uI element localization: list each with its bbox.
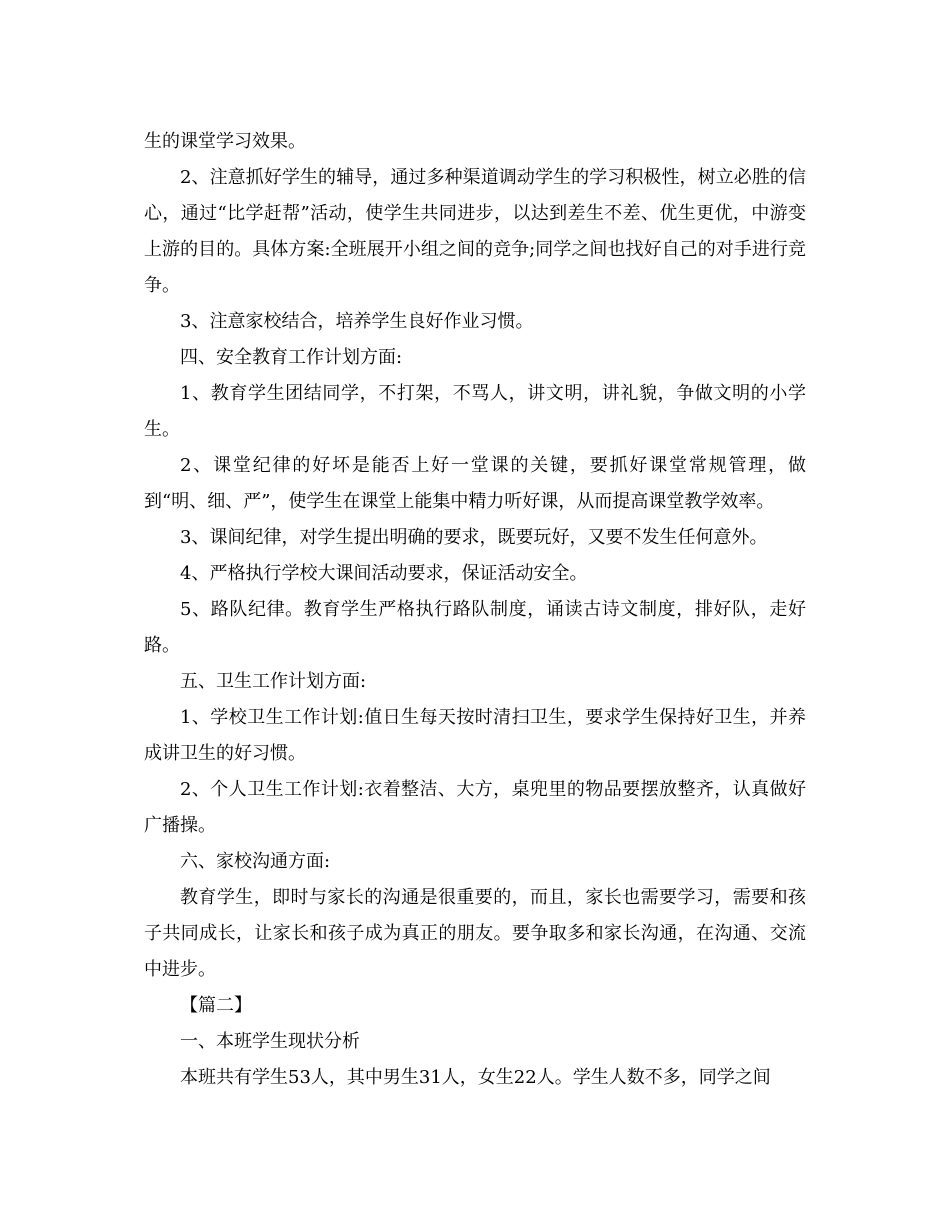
paragraph-2: 2、注意抓好学生的辅导，通过多种渠道调动学生的学习积极性，树立必胜的信心，通过“比学赶帮”活动，使学生共同进步，以达到差生不差、优生更优，中游变上游的目的。具体方案:全班展开小组之间的竞争;同学之间也找好自己的对手进行竞争。: [144, 167, 806, 296]
paragraph-6: 2、课堂纪律的好坏是能否上好一堂课的关键，要抓好课堂常规管理，做到“明、细、严”，使学生在课堂上能集中精力听好课，从而提高课堂教学效率。: [144, 455, 806, 512]
paragraph-17: 本班共有学生53人，其中男生31人，女生22人。学生人数不多，同学之间: [180, 1067, 771, 1088]
section-heading-communication: 六、家校沟通方面:: [180, 851, 331, 872]
section-heading-safety: 四、安全教育工作计划方面:: [180, 347, 403, 368]
paragraph-1: 生的课堂学习效果。: [144, 131, 306, 152]
section-heading-analysis: 一、本班学生现状分析: [180, 1031, 360, 1052]
paragraph-14: 教育学生，即时与家长的沟通是很重要的，而且，家长也需要学习，需要和孩子共同成长，让家长和孩子成为真正的朋友。要争取多和家长沟通，在沟通、交流中进步。: [144, 887, 806, 980]
document-body: [144, 124, 806, 1096]
chapter-heading: 【篇二】: [180, 995, 252, 1016]
paragraph-9: 5、路队纪律。教育学生严格执行路队制度，诵读古诗文制度，排好队，走好路。: [144, 599, 806, 656]
paragraph-11: 1、学校卫生工作计划:值日生每天按时清扫卫生，要求学生保持好卫生，并养成讲卫生的好习惯。: [144, 707, 806, 764]
section-heading-hygiene: 五、卫生工作计划方面:: [180, 671, 367, 692]
paragraph-5: 1、教育学生团结同学，不打架，不骂人，讲文明，讲礼貌，争做文明的小学生。: [144, 383, 806, 440]
paragraph-8: 4、严格执行学校大课间活动要求，保证活动安全。: [180, 563, 588, 584]
paragraph-3: 3、注意家校结合，培养学生良好作业习惯。: [180, 311, 534, 332]
paragraph-12: 2、个人卫生工作计划:衣着整洁、大方，桌兜里的物品要摆放整齐，认真做好广播操。: [144, 779, 806, 836]
paragraph-7: 3、课间纪律，对学生提出明确的要求，既要玩好，又要不发生任何意外。: [180, 527, 768, 548]
